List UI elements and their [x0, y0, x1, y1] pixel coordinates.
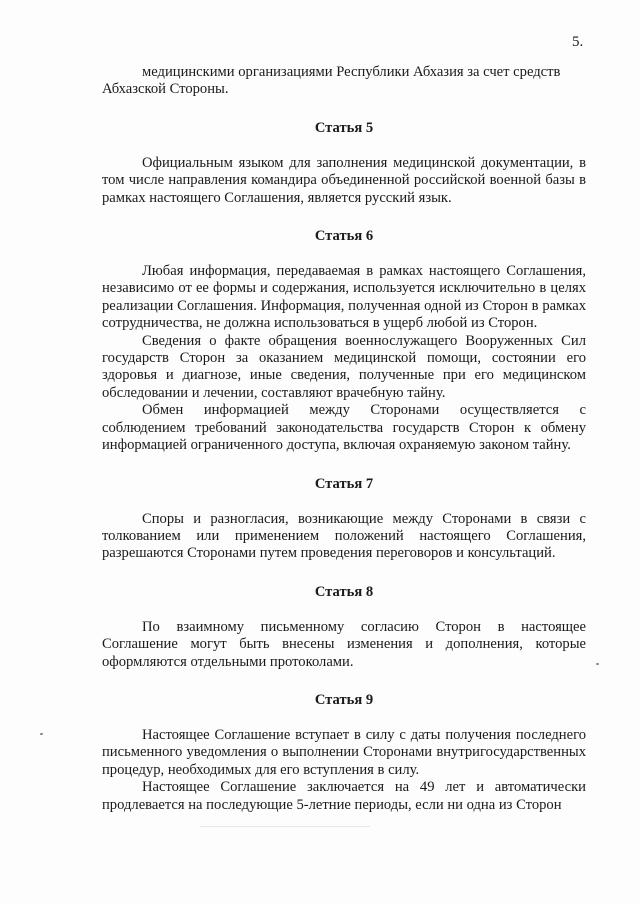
article-9	[102, 691, 586, 814]
article-paragraph: Любая информация, передаваемая в рамках настоящего Соглашения, независимо от ее формы и содержания, используется исключительно в целях реализации Соглашения. Информация, полученная одной из Сторон в рамках сотрудничества, не должна использоваться в ущерб любой из Сторон.	[102, 263, 586, 332]
article-paragraph: Споры и разногласия, возникающие между Сторонами в связи с толкованием или применением положений настоящего Соглашения, разрешаются Сторонами путем проведения переговоров и консультаций.	[102, 510, 586, 562]
article-paragraph: Обмен информацией между Сторонами осуществляется с соблюдением требований законодательства государств Сторон к обмену информацией ограниченного доступа, включая охраняемую законом тайну.	[102, 402, 586, 454]
scan-speck	[40, 733, 43, 735]
article-7	[102, 475, 586, 563]
scan-speck	[596, 663, 599, 665]
article-title: Статья 9	[314, 691, 374, 708]
page-number: 5.	[572, 34, 584, 50]
article-title: Статья 7	[314, 475, 374, 492]
article-title: Статья 6	[314, 228, 374, 245]
article-title: Статья 8	[314, 583, 374, 600]
article-6	[102, 227, 586, 454]
article-paragraph: По взаимному письменному согласию Сторон в настоящее Соглашение могут быть внесены изменения и дополнения, которые оформляются отдельными протоколами.	[102, 618, 586, 670]
article-paragraph: Настоящее Соглашение заключается на 49 лет и автоматически продлевается на последующие 5-летние периоды, если ни одна из Сторон	[102, 779, 586, 813]
document-body	[102, 64, 586, 814]
article-title: Статья 5	[314, 119, 374, 136]
article-8	[102, 583, 586, 671]
article-paragraph: Официальным языком для заполнения медицинской документации, в том числе направления командира объединенной российской военной базы в рамках настоящего Соглашения, является русский язык.	[102, 154, 586, 206]
article-5	[102, 119, 586, 207]
intro-paragraph: медицинскими организациями Республики Абхазия за счет средств Абхазской Стороны.	[102, 64, 561, 98]
article-paragraph: Сведения о факте обращения военнослужащего Вооруженных Сил государств Сторон за оказанием медицинской помощи, состоянии его здоровья и диагнозе, иные сведения, полученные при его медицинском обследовании и лечении, составляют врачебную тайну.	[102, 332, 586, 401]
scan-artifact-line	[200, 826, 370, 827]
article-paragraph: Настоящее Соглашение вступает в силу с даты получения последнего письменного уведомления о выполнении Сторонами внутригосударственных процедур, необходимых для его вступления в силу.	[102, 726, 586, 778]
